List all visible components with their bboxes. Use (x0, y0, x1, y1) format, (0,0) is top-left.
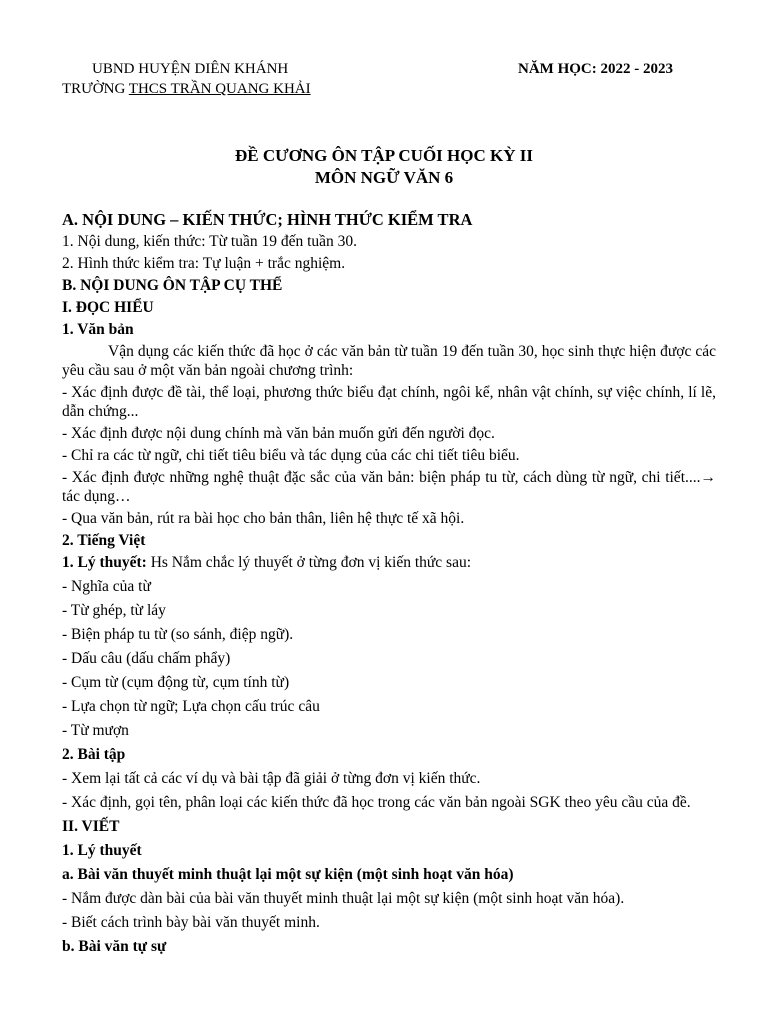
tieng-viet-heading: 2. Tiếng Việt (62, 532, 146, 549)
section-ii-heading: II. VIẾT (62, 818, 120, 835)
ly-thuyet-item: - Lựa chọn từ ngữ; Lựa chọn cấu trúc câu (62, 698, 320, 715)
school-name (62, 80, 311, 98)
document-subtitle: MÔN NGỮ VĂN 6 (314, 168, 454, 187)
document-title: ĐỀ CƯƠNG ÔN TẬP CUỐI HỌC KỲ II (235, 146, 533, 165)
viet-ly-thuyet-heading: 1. Lý thuyết (62, 842, 142, 859)
school-prefix: TRƯỜNG (62, 81, 129, 97)
school-year: NĂM HỌC: 2022 - 2023 (518, 61, 673, 77)
document-body (62, 210, 716, 961)
van-ban-item: - Qua văn bản, rút ra bài học cho bản thân, liên hệ thực tế xã hội. (62, 510, 465, 527)
ly-thuyet-item: - Cụm từ (cụm động từ, cụm tính từ) (62, 674, 290, 691)
section-a-item-2: 2. Hình thức kiểm tra: Tự luận + trắc nghiệm. (62, 255, 346, 272)
ly-thuyet-text: Hs Nắm chắc lý thuyết ở từng đơn vị kiến thức sau: (146, 554, 472, 571)
ly-thuyet-item: - Từ ghép, từ láy (62, 602, 166, 619)
district-name: UBND HUYỆN DIÊN KHÁNH (92, 61, 289, 77)
van-ban-item: - Xác định được những nghệ thuật đặc sắc của văn bản: biện pháp tu từ, cách dùng từ ngữ, chi tiết....→ tác dụng… (62, 469, 716, 505)
section-a-item-1: 1. Nội dung, kiến thức: Từ tuần 19 đến tuần 30. (62, 233, 358, 250)
van-ban-item: - Xác định được nội dung chính mà văn bản muốn gửi đến người đọc. (62, 425, 495, 442)
van-ban-item: - Xác định được đề tài, thể loại, phương thức biểu đạt chính, ngôi kể, nhân vật chính, sự việc chính, lí lẽ, dẫn chứng... (62, 384, 716, 420)
van-ban-intro: Vận dụng các kiến thức đã học ở các văn bản từ tuần 19 đến tuần 30, học sinh thực hiện được các yêu cầu sau ở một văn bản ngoài chương trình: (62, 343, 716, 379)
ly-thuyet-item: - Nghĩa của từ (62, 578, 151, 595)
thuyet-minh-item: - Nắm được dàn bài của bài văn thuyết minh thuật lại một sự kiện (một sinh hoạt văn hóa). (62, 890, 625, 907)
ly-thuyet-item: - Biện pháp tu từ (so sánh, điệp ngữ). (62, 626, 294, 643)
bai-tap-item: - Xác định, gọi tên, phân loại các kiến thức đã học trong các văn bản ngoài SGK theo yêu cầu của đề. (62, 794, 691, 811)
ly-thuyet-label: 1. Lý thuyết: (62, 554, 147, 571)
section-i-heading: I. ĐỌC HIỂU (62, 299, 154, 316)
bai-tap-heading: 2. Bài tập (62, 746, 126, 763)
thuyet-minh-item: - Biết cách trình bày bài văn thuyết minh. (62, 914, 320, 931)
section-a-heading: A. NỘI DUNG – KIẾN THỨC; HÌNH THỨC KIỂM TRA (62, 210, 473, 229)
section-b-heading: B. NỘI DUNG ÔN TẬP CỤ THỂ (62, 277, 283, 294)
thuyet-minh-heading: a. Bài văn thuyết minh thuật lại một sự kiện (một sinh hoạt văn hóa) (62, 866, 514, 883)
tu-su-heading: b. Bài văn tự sự (62, 938, 167, 955)
school-name-underlined: THCS TRẦN QUANG KHẢI (128, 81, 311, 97)
van-ban-item: - Chỉ ra các từ ngữ, chi tiết tiêu biểu và tác dụng của các chi tiết tiêu biểu. (62, 447, 520, 464)
van-ban-heading: 1. Văn bản (62, 321, 134, 338)
bai-tap-item: - Xem lại tất cả các ví dụ và bài tập đã giải ở từng đơn vị kiến thức. (62, 770, 481, 787)
ly-thuyet-item: - Từ mượn (62, 722, 129, 739)
ly-thuyet-item: - Dấu câu (dấu chấm phẩy) (62, 650, 231, 667)
ly-thuyet-line (62, 553, 716, 572)
